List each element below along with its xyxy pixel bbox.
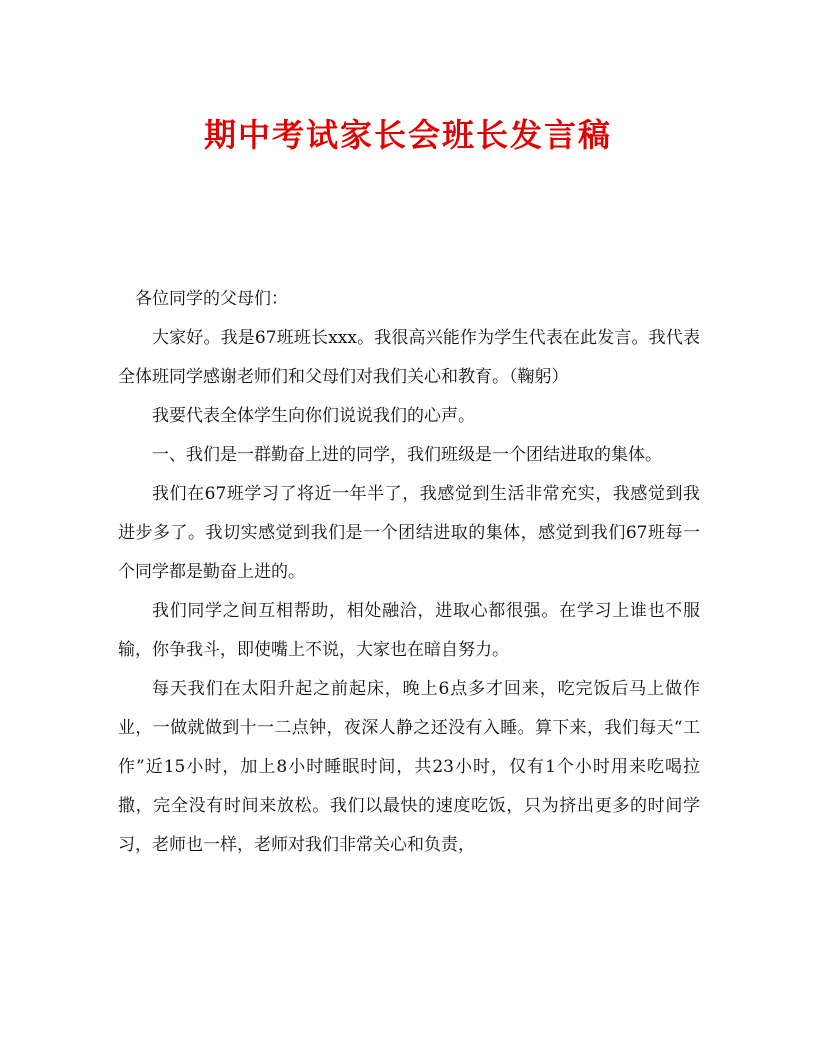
body-paragraph: 一、我们是一群勤奋上进的同学，我们班级是一个团结进取的集体。 bbox=[152, 445, 662, 465]
salutation-paragraph: 各位同学的父母们： bbox=[135, 289, 288, 309]
body-paragraph: 大家好。我是67班班长xxx。我很高兴能作为学生代表在此发言。我代表全体班同学感谢老师们和父母们对我们关心和教育。（鞠躬） bbox=[118, 328, 700, 387]
body-paragraph: 我们在67班学习了将近一年半了，我感觉到生活非常充实，我感觉到我进步多了。我切实感觉到我们是一个团结进取的集体，感觉到我们67班每一个同学都是勤奋上进的。 bbox=[118, 484, 700, 582]
body-paragraph: 每天我们在太阳升起之前起床，晚上6点多才回来，吃完饭后马上做作业，一做就做到十一二点钟，夜深人静之还没有入睡。算下来，我们每天“工作”近15小时，加上8小时睡眠时间，共23小时，仅有1个小时用来吃喝拉撒，完全没有时间来放松。我们以最快的速度吃饭，只为挤出更多的时间学习，老师也一样，老师对我们非常关心和负责， bbox=[118, 679, 700, 855]
document-body bbox=[118, 280, 700, 865]
body-paragraph: 我要代表全体学生向你们说说我们的心声。 bbox=[152, 406, 475, 426]
body-paragraph: 我们同学之间互相帮助，相处融洽，进取心都很强。在学习上谁也不服输，你争我斗，即使嘴上不说，大家也在暗自努力。 bbox=[118, 601, 700, 660]
document-title: 期中考试家长会班长发言稿 bbox=[203, 116, 612, 154]
